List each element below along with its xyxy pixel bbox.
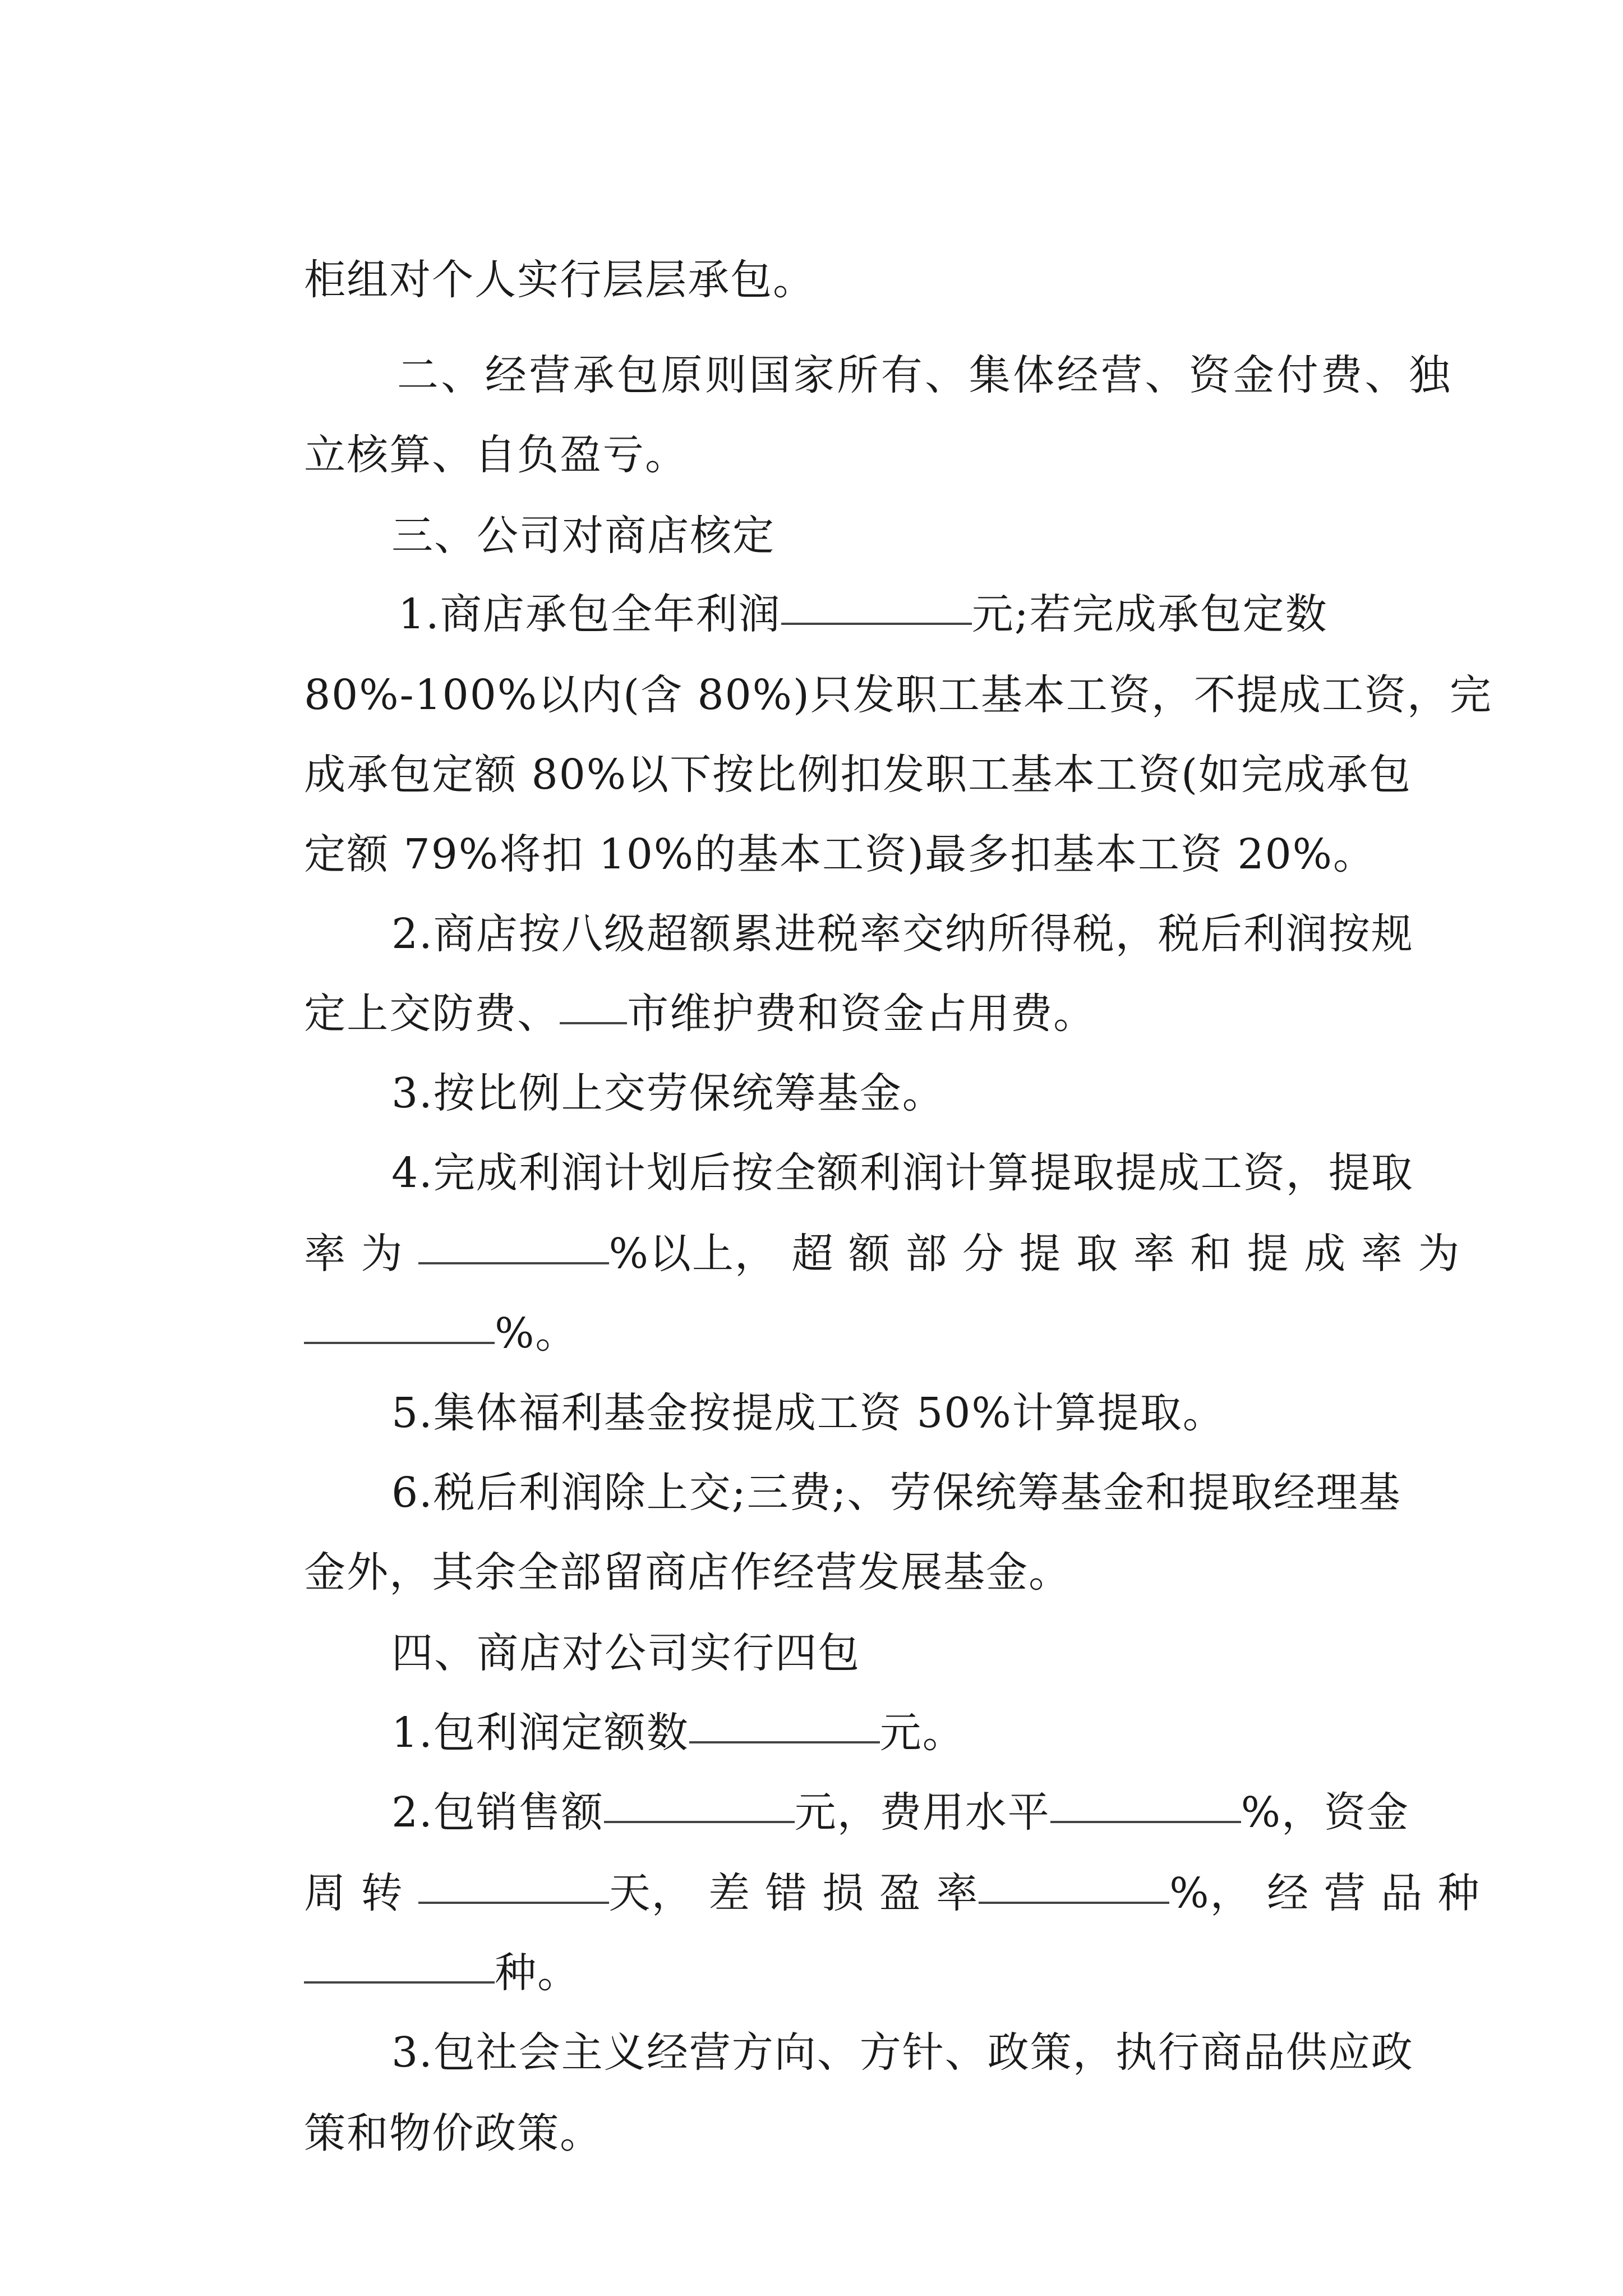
- fill-in-blank: [979, 1867, 1169, 1904]
- list-item: [334, 1400, 1401, 1517]
- text-segment: 成承包定额 80%以下按比例扣发职工基本工资(如完成承包: [304, 751, 1412, 799]
- text-segment: 种。: [495, 1949, 580, 1997]
- text-segment: 周 转: [304, 1869, 404, 1917]
- text-segment: 定上交防费、: [304, 990, 560, 1038]
- text-segment: 元。: [879, 1709, 965, 1757]
- section-heading: [334, 283, 1453, 399]
- text-line: [247, 1241, 578, 1358]
- text-segment: 率 为: [304, 1230, 404, 1278]
- text-segment: 三、公司对商店核定: [391, 512, 776, 560]
- text-segment: 5.集体福利基金按提成工资 50%计算提取。: [391, 1389, 1225, 1437]
- text-segment: 四、商店对公司实行四包: [391, 1629, 861, 1677]
- list-item: [334, 1960, 1414, 2077]
- text-segment: 柜组对个人实行层层承包。: [304, 256, 816, 304]
- list-item: [341, 522, 1328, 638]
- text-segment: 6.税后利润除上交;三费;、劳保统筹基金和提取经理基: [391, 1469, 1401, 1517]
- text-line: [247, 362, 688, 479]
- list-item: [334, 1320, 1225, 1437]
- text-segment: 市维护费和资金占用费。: [627, 990, 1096, 1038]
- text-line: [247, 1801, 1481, 1917]
- text-segment: %。: [495, 1309, 578, 1358]
- text-line: [247, 762, 1376, 878]
- text-line: [247, 602, 1492, 719]
- text-segment: 策和物价政策。: [304, 2109, 603, 2157]
- text-segment: 立核算、自负盈亏。: [304, 431, 688, 479]
- text-segment: 金外，其余全部留商店作经营发展基金。: [304, 1548, 1072, 1596]
- text-line: [247, 682, 1412, 799]
- text-segment: 1.包利润定额数: [391, 1709, 689, 1757]
- text-line: [247, 1161, 1461, 1278]
- text-line: [247, 921, 1096, 1038]
- text-segment: 3.按比例上交劳保统筹基金。: [391, 1069, 945, 1117]
- section-heading: [334, 443, 776, 560]
- list-item: [334, 1720, 1410, 1837]
- text-line: [247, 1880, 580, 1997]
- text-line: [247, 1480, 1072, 1596]
- text-segment: 80%-100%以内(含 80%)只发职工基本工资，不提成工资，完: [304, 671, 1492, 719]
- text-line: [247, 2041, 603, 2157]
- list-item: [334, 1001, 945, 1117]
- text-segment: 2.商店按八级超额累进税率交纳所得税，税后利润按规: [391, 910, 1414, 958]
- text-segment: 2.包销售额: [391, 1788, 604, 1837]
- text-line: [247, 187, 816, 304]
- text-segment: %以上， 超 额 部 分 提 取 率 和 提 成 率 为: [608, 1230, 1461, 1278]
- text-segment: %， 经 营 品 种: [1169, 1869, 1481, 1917]
- text-segment: 3.包社会主义经营方向、方针、政策，执行商品供应政: [391, 2028, 1414, 2077]
- text-segment: 二、经营承包原则国家所有、集体经营、资金付费、独: [396, 351, 1453, 399]
- list-item: [334, 1080, 1414, 1197]
- list-item: [334, 1640, 965, 1757]
- text-segment: 定额 79%将扣 10%的基本工资)最多扣基本工资 20%。: [304, 830, 1376, 878]
- list-item: [334, 841, 1414, 958]
- text-segment: 天， 差 错 损 盈 率: [608, 1869, 979, 1917]
- text-segment: 4.完成利润计划后按全额利润计算提取提成工资，提取: [391, 1149, 1414, 1197]
- text-segment: 1.商店承包全年利润: [398, 590, 781, 638]
- text-segment: %，资金: [1241, 1788, 1410, 1837]
- text-segment: 元，费用水平: [794, 1788, 1050, 1837]
- text-segment: 元;若完成承包定数: [971, 590, 1328, 638]
